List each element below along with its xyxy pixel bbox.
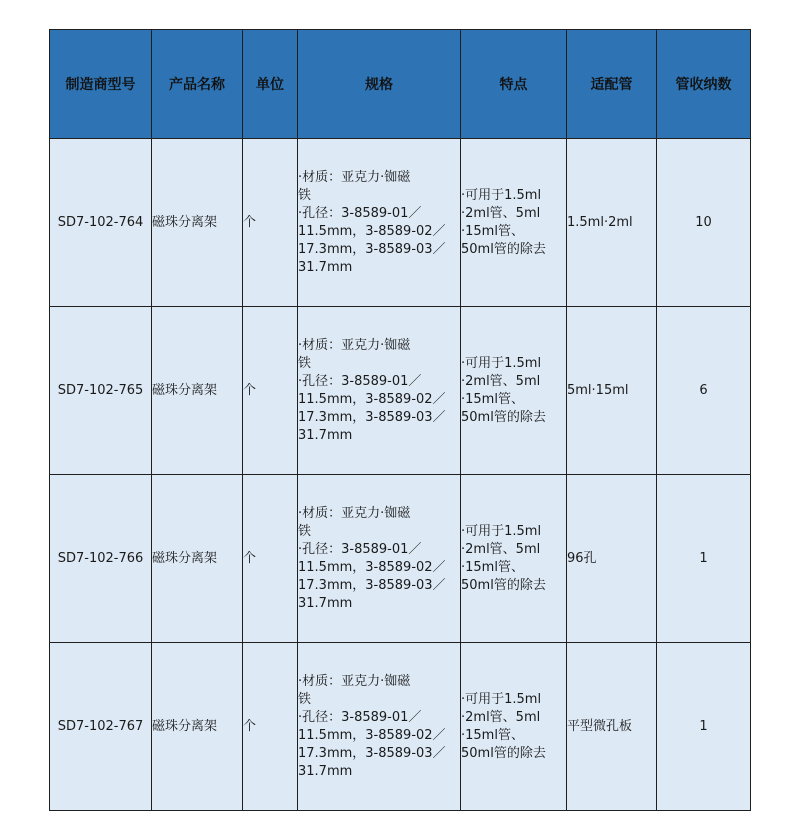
cell-count: 1 [657,643,751,811]
cell-count: 6 [657,307,751,475]
cell-count: 10 [657,139,751,307]
spec-line: 11.5mm，3-8589-02／ [298,391,446,407]
spec-line: 铁 [298,691,312,707]
cell-feature [461,307,567,475]
header-unit: 单位 [243,30,298,139]
spec-line: 11.5mm，3-8589-02／ [298,727,446,743]
feature-line: 50ml管的除去 [461,409,546,425]
spec-line: 17.3mm，3-8589-03／ [298,577,446,593]
cell-model: SD7-102-767 [50,643,152,811]
feature-line: ·2ml管、5ml [461,373,541,389]
spec-line: 铁 [298,187,312,203]
spec-line: 17.3mm，3-8589-03／ [298,745,446,761]
header-model: 制造商型号 [50,30,152,139]
spec-line: ·孔径：3-8589-01／ [298,709,422,725]
spec-line: 31.7mm [298,763,353,779]
cell-spec [298,475,461,643]
feature-line: 50ml管的除去 [461,241,546,257]
cell-name: 磁珠分离架 [152,307,243,475]
cell-name: 磁珠分离架 [152,475,243,643]
spec-line: ·材质：亚克力·铷磁 [298,673,411,689]
feature-line: 50ml管的除去 [461,577,546,593]
header-spec: 规格 [298,30,461,139]
feature-line: ·2ml管、5ml [461,205,541,221]
feature-line: ·2ml管、5ml [461,709,541,725]
feature-line: ·15ml管、 [461,559,524,575]
cell-feature [461,475,567,643]
table-row [50,139,751,307]
table-row [50,307,751,475]
header-row [50,30,751,139]
cell-unit: 个 [243,139,298,307]
cell-name: 磁珠分离架 [152,643,243,811]
cell-spec [298,307,461,475]
header-tube: 适配管 [567,30,657,139]
spec-line: 11.5mm，3-8589-02／ [298,559,446,575]
product-spec-table [49,29,751,811]
cell-model: SD7-102-764 [50,139,152,307]
feature-line: ·2ml管、5ml [461,541,541,557]
cell-count: 1 [657,475,751,643]
cell-name: 磁珠分离架 [152,139,243,307]
spec-line: 31.7mm [298,259,353,275]
table-row [50,643,751,811]
spec-line: ·孔径：3-8589-01／ [298,541,422,557]
cell-tube: 1.5ml·2ml [567,139,657,307]
cell-unit: 个 [243,643,298,811]
cell-model: SD7-102-765 [50,307,152,475]
feature-line: ·15ml管、 [461,223,524,239]
spec-line: 31.7mm [298,427,353,443]
cell-tube: 96孔 [567,475,657,643]
spec-line: 17.3mm，3-8589-03／ [298,409,446,425]
feature-line: ·可用于1.5ml [461,187,542,203]
feature-line: 50ml管的除去 [461,745,546,761]
spec-line: 17.3mm，3-8589-03／ [298,241,446,257]
feature-line: ·15ml管、 [461,727,524,743]
cell-model: SD7-102-766 [50,475,152,643]
table-row [50,475,751,643]
cell-unit: 个 [243,307,298,475]
header-name: 产品名称 [152,30,243,139]
spec-line: 铁 [298,355,312,371]
spec-line: ·材质：亚克力·铷磁 [298,505,411,521]
spec-line: 铁 [298,523,312,539]
feature-line: ·可用于1.5ml [461,355,542,371]
feature-line: ·可用于1.5ml [461,523,542,539]
cell-feature [461,139,567,307]
header-feature: 特点 [461,30,567,139]
spec-line: ·孔径：3-8589-01／ [298,205,422,221]
cell-unit: 个 [243,475,298,643]
spec-line: ·材质：亚克力·铷磁 [298,337,411,353]
spec-line: 11.5mm，3-8589-02／ [298,223,446,239]
cell-tube: 5ml·15ml [567,307,657,475]
cell-tube: 平型微孔板 [567,643,657,811]
header-count: 管收纳数 [657,30,751,139]
feature-line: ·15ml管、 [461,391,524,407]
cell-spec [298,139,461,307]
spec-line: ·材质：亚克力·铷磁 [298,169,411,185]
cell-spec [298,643,461,811]
spec-line: 31.7mm [298,595,353,611]
cell-feature [461,643,567,811]
spec-line: ·孔径：3-8589-01／ [298,373,422,389]
feature-line: ·可用于1.5ml [461,691,542,707]
